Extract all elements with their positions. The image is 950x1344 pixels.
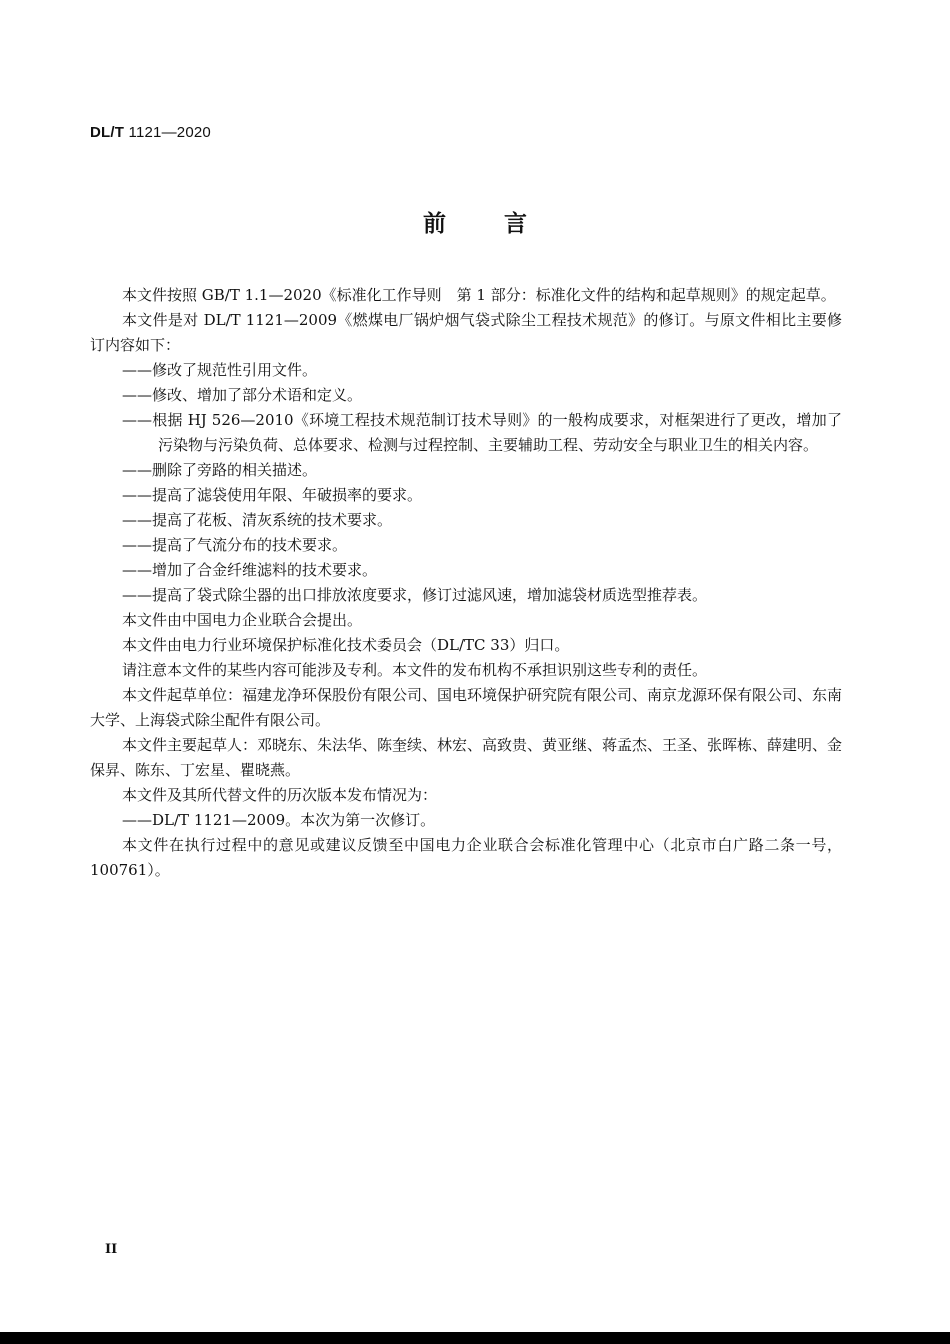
- list-item: ——提高了气流分布的技术要求。: [122, 536, 348, 554]
- paragraph: 本文件及其所代替文件的历次版本发布情况为：: [122, 786, 438, 804]
- page-title: 前 言: [422, 211, 527, 237]
- list-item: ——提高了滤袋使用年限、年破损率的要求。: [122, 486, 423, 504]
- list-item: ——提高了袋式除尘器的出口排放浓度要求，修订过滤风速，增加滤袋材质选型推荐表。: [122, 586, 708, 604]
- paragraph: 本文件主要起草人：邓晓东、朱法华、陈奎续、林宏、高致贵、黄亚继、蒋孟杰、王圣、张晖栋、薛建明、金保昇、陈东、丁宏星、瞿晓燕。: [90, 736, 843, 779]
- paragraph: 请注意本文件的某些内容可能涉及专利。本文件的发布机构不承担识别这些专利的责任。: [122, 661, 708, 679]
- document-code: [90, 124, 211, 141]
- document-code-number: 1121—2020: [128, 124, 211, 141]
- paragraph: 本文件在执行过程中的意见或建议反馈至中国电力企业联合会标准化管理中心（北京市白广路二条一号，100761）。: [90, 836, 842, 879]
- paragraph: 本文件由电力行业环境保护标准化技术委员会（DL/TC 33）归口。: [122, 636, 570, 654]
- document-code-prefix: DL/T: [90, 124, 125, 141]
- paragraph: 本文件按照 GB/T 1.1—2020《标准化工作导则 第 1 部分：标准化文件的结构和起草规则》的规定起草。: [122, 286, 836, 304]
- foreword-body: [90, 283, 842, 883]
- paragraph: 本文件由中国电力企业联合会提出。: [122, 611, 363, 629]
- list-item: ——修改、增加了部分术语和定义。: [122, 386, 363, 404]
- paragraph: 本文件起草单位：福建龙净环保股份有限公司、国电环境保护研究院有限公司、南京龙源环保有限公司、东南大学、上海袋式除尘配件有限公司。: [90, 686, 843, 729]
- list-item: ——增加了合金纤维滤料的技术要求。: [122, 561, 378, 579]
- list-item: ——DL/T 1121—2009。本次为第一次修订。: [122, 811, 436, 829]
- list-item: ——修改了规范性引用文件。: [122, 361, 318, 379]
- list-item: ——提高了花板、清灰系统的技术要求。: [122, 511, 393, 529]
- list-item: ——根据 HJ 526—2010《环境工程技术规范制订技术导则》的一般构成要求，对框架进行了更改，增加了污染物与污染负荷、总体要求、检测与过程控制、主要辅助工程、劳动安全与职业卫生的相关内容。: [122, 411, 842, 454]
- bottom-rule: [0, 1332, 950, 1344]
- list-item: ——删除了旁路的相关描述。: [122, 461, 318, 479]
- page-number: II: [105, 1242, 118, 1257]
- paragraph: 本文件是对 DL/T 1121—2009《燃煤电厂锅炉烟气袋式除尘工程技术规范》的修订。与原文件相比主要修订内容如下：: [90, 311, 842, 354]
